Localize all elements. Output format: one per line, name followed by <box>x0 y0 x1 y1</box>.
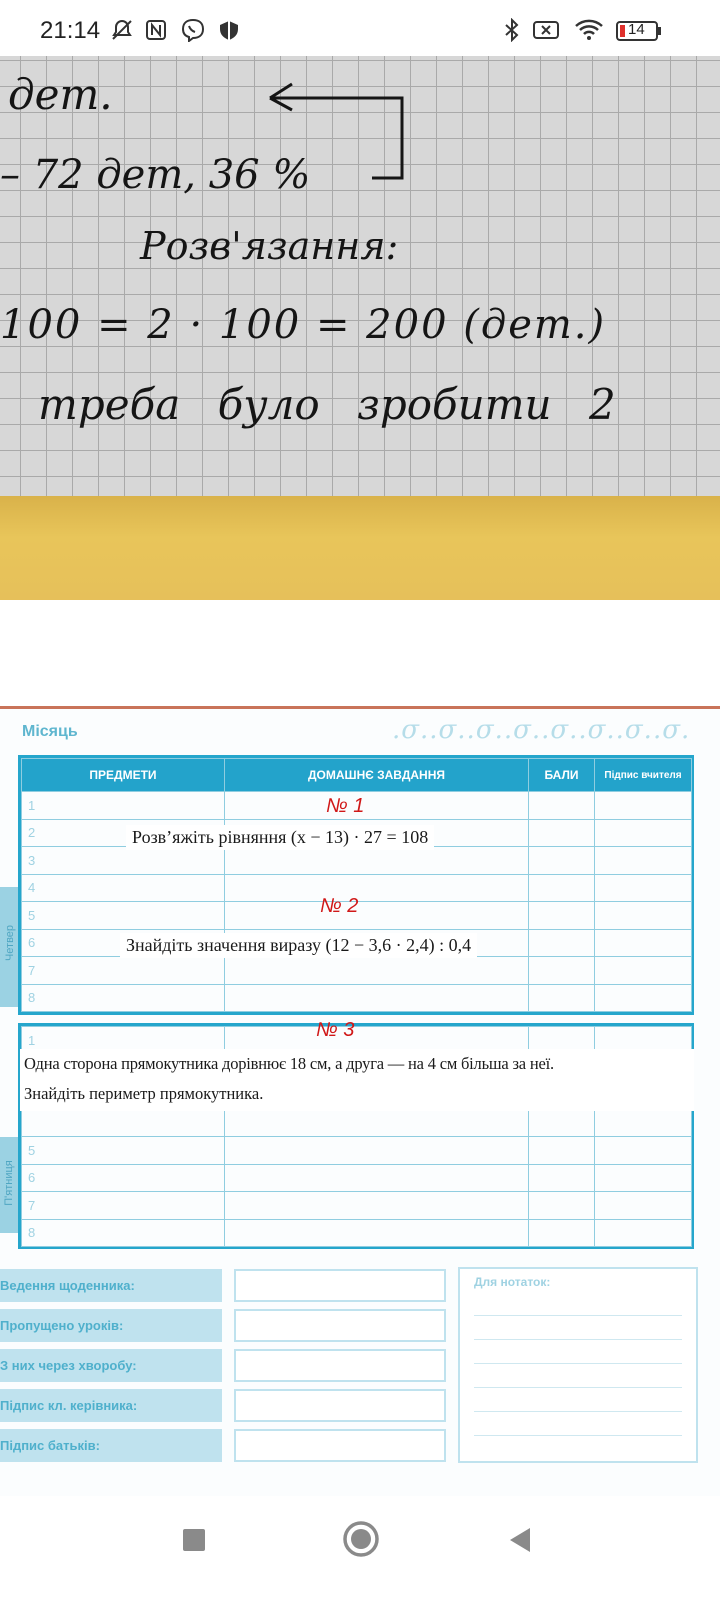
homework-table-thursday <box>18 755 694 1015</box>
row-number: 6 <box>22 929 225 957</box>
paper-edge <box>0 496 720 600</box>
task-3-text <box>20 1049 694 1111</box>
task-3-line: Знайдіть периметр прямокутника. <box>24 1084 264 1103</box>
row-number: 8 <box>22 1219 225 1247</box>
notes-label: Для нотаток: <box>474 1275 551 1289</box>
day-label-text: П'ятниця <box>3 1160 15 1206</box>
column-header-homework: ДОМАШНЄ ЗАВДАННЯ <box>225 759 529 792</box>
do-not-disturb-icon <box>110 18 134 46</box>
task-1-title: № 1 <box>326 795 365 817</box>
row-number <box>22 1109 225 1137</box>
task-1-text: Розв’яжіть рівняння (x − 13) · 27 = 108 <box>126 825 434 850</box>
row-number: 7 <box>22 1192 225 1220</box>
handwritten-line: Розв'язання: <box>140 224 399 268</box>
day-dots: .σ..σ..σ..σ..σ..σ..σ..σ. <box>392 715 691 745</box>
row-number: 1 <box>22 792 225 820</box>
footer-field <box>234 1389 446 1422</box>
day-label-thursday <box>0 887 18 1007</box>
home-button[interactable] <box>338 1516 384 1562</box>
row-number: 7 <box>22 957 225 985</box>
row-number: 4 <box>22 874 225 902</box>
row-number: 3 <box>22 847 225 875</box>
column-header-subjects: ПРЕДМЕТИ <box>22 759 225 792</box>
footer-label: Ведення щоденника: <box>0 1269 222 1302</box>
handwritten-line: 100 = 2 · 100 = 200 (дет.) <box>0 302 607 348</box>
month-label: Місяць <box>22 723 78 740</box>
task-3-line: Одна сторона прямокутника дорівнює 18 см, а друга — на 4 см більша за неї. <box>24 1054 554 1073</box>
sim-off-icon <box>532 18 560 46</box>
column-header-teacher-signature: Підпис вчителя <box>595 759 692 792</box>
battery-level: 14 <box>628 21 645 38</box>
table-row <box>22 1164 692 1192</box>
row-number: 1 <box>22 1027 225 1055</box>
footer-field <box>234 1349 446 1382</box>
row-number: 8 <box>22 984 225 1012</box>
notes-box <box>458 1267 698 1463</box>
circle-icon <box>338 1516 384 1562</box>
footer-label: Підпис батьків: <box>0 1429 222 1462</box>
status-bar <box>0 0 720 56</box>
task-3-title: № 3 <box>316 1019 355 1041</box>
row-number: 2 <box>22 819 225 847</box>
viber-icon <box>180 18 206 46</box>
footer-field <box>234 1309 446 1342</box>
handwritten-line: – 72 дет, 36 % <box>0 152 311 198</box>
task-2-text: Знайдіть значення виразу (12 − 3,6 · 2,4) : 0,4 <box>120 933 477 958</box>
nfc-icon <box>144 18 168 46</box>
day-label-text: Четвер <box>4 924 16 962</box>
day-label-friday <box>0 1137 18 1233</box>
column-header-grades: БАЛИ <box>529 759 595 792</box>
row-number: 5 <box>22 1137 225 1165</box>
recents-button[interactable] <box>172 1518 216 1562</box>
table-row <box>22 1192 692 1220</box>
task-2-title: № 2 <box>320 895 359 917</box>
table-row <box>22 847 692 875</box>
row-number: 5 <box>22 902 225 930</box>
footer-label: Пропущено уроків: <box>0 1309 222 1342</box>
handwritten-line: треба було зробити 2 <box>38 380 616 429</box>
battery-icon <box>616 20 664 46</box>
table-row <box>22 1219 692 1247</box>
square-icon <box>172 1518 216 1562</box>
wifi-icon <box>574 18 604 46</box>
table-row <box>22 984 692 1012</box>
row-number: 6 <box>22 1164 225 1192</box>
handwritten-line: дет. <box>8 70 113 119</box>
back-button[interactable] <box>498 1518 542 1562</box>
shield-icon <box>216 18 242 46</box>
handwritten-photo <box>0 56 720 496</box>
navigation-bar <box>0 1496 720 1600</box>
table-row <box>22 957 692 985</box>
footer-field <box>234 1429 446 1462</box>
table-row <box>22 1137 692 1165</box>
status-time: 21:14 <box>40 17 101 44</box>
diary-page <box>0 706 720 1499</box>
footer-label: Підпис кл. керівника: <box>0 1389 222 1422</box>
table-row <box>22 1109 692 1137</box>
back-triangle-icon <box>498 1518 542 1562</box>
footer-field <box>234 1269 446 1302</box>
bluetooth-icon <box>502 18 522 46</box>
footer-label: З них через хворобу: <box>0 1349 222 1382</box>
